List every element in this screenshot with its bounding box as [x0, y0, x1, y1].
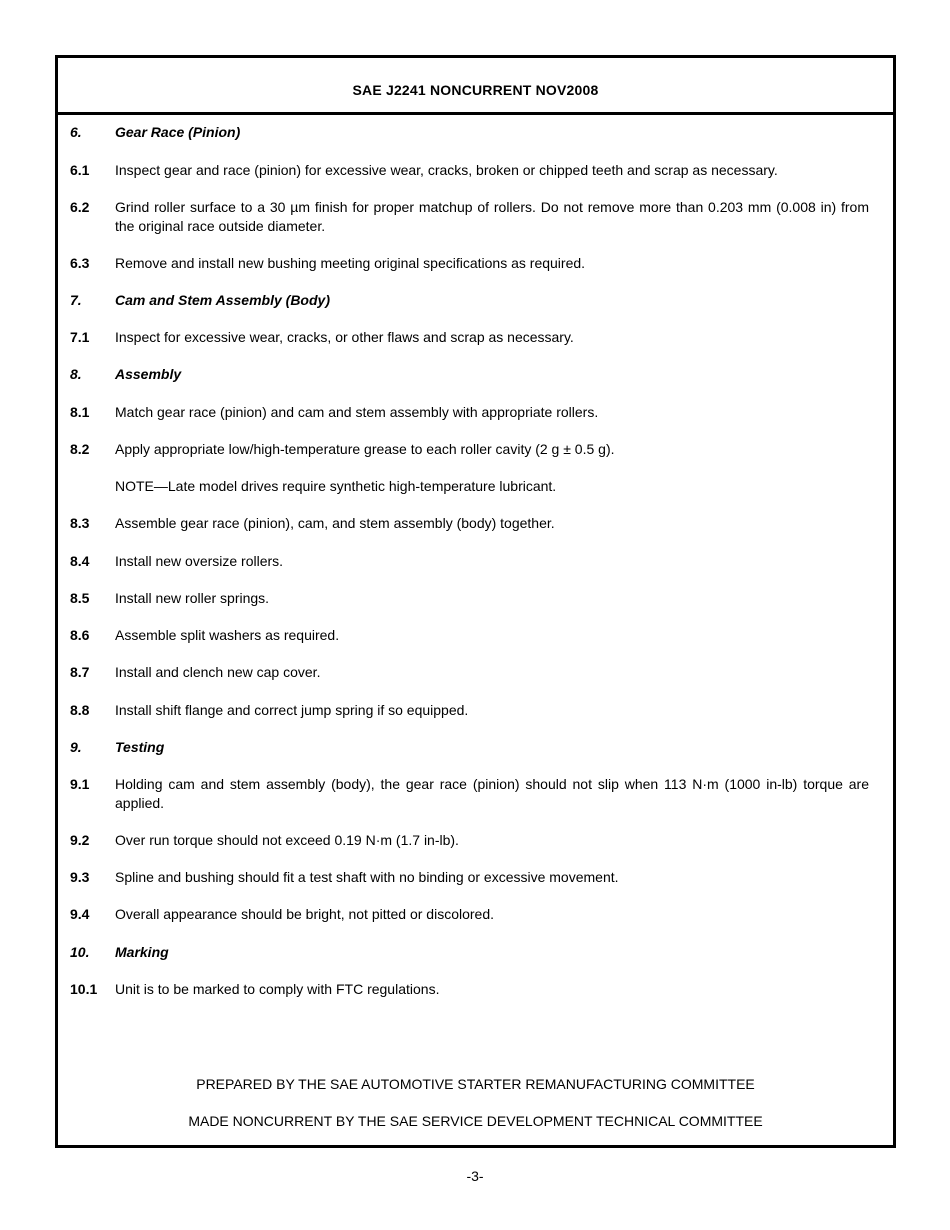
clause-text: Inspect gear and race (pinion) for excessive wear, cracks, broken or chipped teeth and scrap as necessary.	[115, 162, 778, 178]
clause-number: 6.3	[70, 255, 90, 271]
header-bar	[58, 58, 893, 115]
note-text: NOTE—Late model drives require synthetic high-temperature lubricant.	[115, 478, 557, 494]
clause-number: 9.3	[70, 869, 90, 885]
section-heading	[70, 123, 869, 142]
clause-text: Overall appearance should be bright, not pitted or discolored.	[115, 906, 495, 922]
section-title: Gear Race (Pinion)	[115, 124, 241, 140]
clause	[70, 161, 869, 180]
clause	[70, 552, 869, 571]
clause	[70, 980, 869, 999]
section-number: 6.	[70, 124, 82, 140]
section-number: 7.	[70, 292, 82, 308]
clause	[70, 626, 869, 645]
clause	[70, 663, 869, 682]
clause-number: 8.6	[70, 627, 90, 643]
clause-text: Apply appropriate low/high-temperature grease to each roller cavity (2 g ± 0.5 g).	[115, 441, 615, 457]
clause-text: Unit is to be marked to comply with FTC regulations.	[115, 981, 440, 997]
section-title: Testing	[115, 739, 165, 755]
section-heading	[70, 291, 869, 310]
clause-number: 9.4	[70, 906, 90, 922]
section-heading	[70, 943, 869, 962]
clause-number: 9.1	[70, 776, 90, 792]
noncurrent-by-line: MADE NONCURRENT BY THE SAE SERVICE DEVELOPMENT TECHNICAL COMMITTEE	[188, 1113, 763, 1129]
clause-number: 6.2	[70, 199, 90, 215]
clause	[70, 328, 869, 347]
clause	[70, 831, 869, 850]
clause-text: Over run torque should not exceed 0.19 N·m (1.7 in-lb).	[115, 832, 459, 848]
section-heading	[70, 738, 869, 757]
clause	[70, 868, 869, 887]
clause-number: 6.1	[70, 162, 90, 178]
document-frame	[55, 55, 896, 1148]
section-number: 8.	[70, 366, 82, 382]
clause-number: 8.4	[70, 553, 90, 569]
clause	[70, 403, 869, 422]
clause-text: Grind roller surface to a 30 µm finish for proper matchup of rollers. Do not remove more than 0.203 mm (0.008 in) from the original race outside diameter.	[115, 199, 869, 234]
section-title: Marking	[115, 944, 169, 960]
clause-number: 8.2	[70, 441, 90, 457]
clause-text: Remove and install new bushing meeting original specifications as required.	[115, 255, 586, 271]
clause-text: Assemble gear race (pinion), cam, and stem assembly (body) together.	[115, 515, 555, 531]
clause-text: Install shift flange and correct jump spring if so equipped.	[115, 702, 469, 718]
clause-number: 8.3	[70, 515, 90, 531]
section-number: 10.	[70, 944, 90, 960]
clause	[70, 440, 869, 459]
document-title: SAE J2241 NONCURRENT NOV2008	[352, 82, 599, 98]
clause	[70, 198, 869, 236]
clause-text: Install new roller springs.	[115, 590, 270, 606]
clause	[70, 589, 869, 608]
page-number: -3-	[466, 1168, 484, 1184]
clause	[70, 701, 869, 720]
clause-text: Match gear race (pinion) and cam and stem assembly with appropriate rollers.	[115, 404, 599, 420]
clause-number: 8.8	[70, 702, 90, 718]
clause-number: 9.2	[70, 832, 90, 848]
clause-text: Spline and bushing should fit a test shaft with no binding or excessive movement.	[115, 869, 619, 885]
prepared-by-line: PREPARED BY THE SAE AUTOMOTIVE STARTER REMANUFACTURING COMMITTEE	[196, 1076, 755, 1092]
clause-text: Install and clench new cap cover.	[115, 664, 321, 680]
section-title: Assembly	[115, 366, 182, 382]
clause-number: 8.1	[70, 404, 90, 420]
clause-number: 8.5	[70, 590, 90, 606]
section-title: Cam and Stem Assembly (Body)	[115, 292, 330, 308]
section-heading	[70, 365, 869, 384]
section-number: 9.	[70, 739, 82, 755]
clause	[70, 514, 869, 533]
clause-number: 7.1	[70, 329, 90, 345]
clause-text: Inspect for excessive wear, cracks, or other flaws and scrap as necessary.	[115, 329, 574, 345]
clause	[70, 775, 869, 813]
clause-text: Assemble split washers as required.	[115, 627, 340, 643]
clause	[70, 905, 869, 924]
note	[70, 477, 869, 496]
clause-text: Holding cam and stem assembly (body), the gear race (pinion) should not slip when 113 N·m (1000 in-lb) torque are applied.	[115, 776, 869, 811]
clause-number: 8.7	[70, 664, 90, 680]
clause-number: 10.1	[70, 981, 98, 997]
clause	[70, 254, 869, 273]
clause-text: Install new oversize rollers.	[115, 553, 284, 569]
